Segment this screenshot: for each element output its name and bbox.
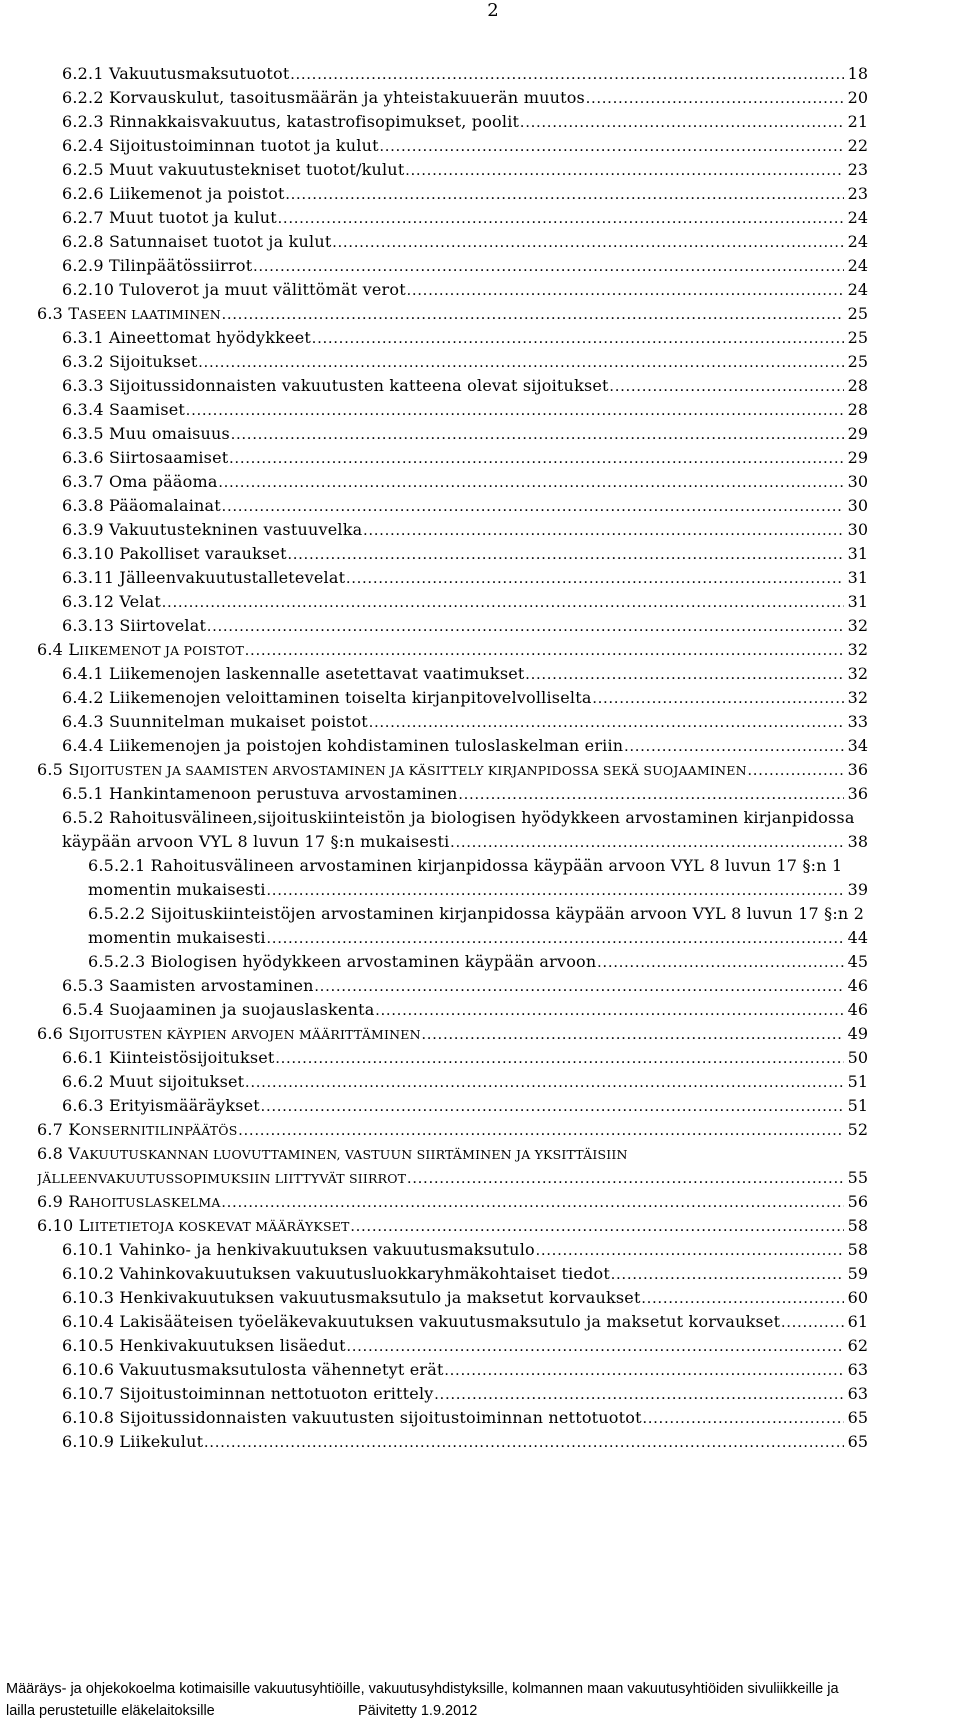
- toc-page-number: 23: [844, 158, 868, 182]
- toc-number: 6.9: [37, 1192, 69, 1211]
- toc-title: 6.10.9 Liikekulut: [62, 1432, 204, 1451]
- toc-entry-first-line: 6.5.2.2 Sijoituskiinteistöjen arvostaminen kirjanpidossa käypään arvoon VYL 8 luvun 17 §:n 2: [88, 904, 865, 923]
- toc-smallcaps: IJOITUSTEN JA SAAMISTEN ARVOSTAMINEN JA KÄSITTELY KIRJANPIDOSSA SEKÄ SUOJAAMINEN: [79, 763, 747, 778]
- toc-entry[interactable]: [88, 878, 868, 902]
- toc-number: 6.7: [37, 1120, 69, 1139]
- toc-title: 6.6.1 Kiinteistösijoitukset: [62, 1048, 275, 1067]
- toc-title: 6.2.8 Satunnaiset tuotot ja kulut: [62, 232, 332, 251]
- toc-entry[interactable]: [62, 1046, 868, 1070]
- dot-leader: [261, 1095, 868, 1119]
- toc-number: 6.4: [37, 640, 69, 659]
- toc-smallcaps: IITETIETOJA KOSKEVAT MÄÄRÄYKSET: [89, 1219, 350, 1234]
- toc-title: 6.6.2 Muut sijoitukset: [62, 1072, 245, 1091]
- toc-entry[interactable]: [62, 734, 868, 758]
- toc-smallcaps: AKUUTUSKANNAN LUOVUTTAMINEN, VASTUUN SIIRTÄMINEN JA YKSITTÄISIIN: [80, 1147, 628, 1162]
- dot-leader: [347, 1335, 868, 1359]
- toc-page-number: 58: [844, 1214, 868, 1238]
- dot-leader: [346, 567, 868, 591]
- dot-leader: [219, 471, 868, 495]
- toc-title: 6.2.9 Tilinpäätössiirrot: [62, 256, 253, 275]
- toc-title: momentin mukaisesti: [88, 928, 266, 947]
- toc-entry[interactable]: [62, 1358, 868, 1382]
- toc-page-number: 32: [844, 686, 868, 710]
- dot-leader: [253, 255, 868, 279]
- toc-entry[interactable]: [37, 1118, 868, 1142]
- toc-title: 6.10.2 Vahinkovakuutuksen vakuutusluokkaryhmäkohtaiset tiedot: [62, 1264, 610, 1283]
- dot-leader: [199, 351, 868, 375]
- toc-page-number: 63: [844, 1358, 868, 1382]
- dot-leader: [375, 999, 868, 1023]
- dot-leader: [186, 399, 868, 423]
- toc-page-number: 56: [844, 1190, 868, 1214]
- toc-title: 6.6.3 Erityismääräykset: [62, 1096, 260, 1115]
- dot-leader: [222, 1191, 868, 1215]
- toc-title: 6.3.3 Sijoitussidonnaisten vakuutusten katteena olevat sijoitukset: [62, 376, 609, 395]
- toc-page-number: 21: [844, 110, 868, 134]
- toc-title: 6.2.4 Sijoitustoiminnan tuotot ja kulut: [62, 136, 379, 155]
- toc-entry[interactable]: [62, 782, 868, 806]
- toc-entry[interactable]: [62, 1238, 868, 1262]
- toc-title: 6.2.5 Muut vakuutustekniset tuotot/kulut: [62, 160, 405, 179]
- toc-entry[interactable]: [62, 710, 868, 734]
- toc-initial: S: [68, 1024, 80, 1043]
- dot-leader: [351, 1215, 868, 1239]
- toc-title: 6.4.3 Suunnitelman mukaiset poistot: [62, 712, 368, 731]
- toc-entry[interactable]: [62, 206, 868, 230]
- toc-entry[interactable]: [62, 470, 868, 494]
- toc-page-number: 63: [844, 1382, 868, 1406]
- dot-leader: [624, 735, 868, 759]
- toc-title: 6.2.10 Tuloverot ja muut välittömät verot: [62, 280, 406, 299]
- dot-leader: [407, 279, 868, 303]
- dot-leader: [526, 663, 868, 687]
- dot-leader: [610, 375, 868, 399]
- toc-number: 6.5: [37, 760, 69, 779]
- toc-initial: T: [68, 304, 80, 323]
- toc-page-number: 44: [844, 926, 868, 950]
- toc-title: 6.3.2 Sijoitukset: [62, 352, 198, 371]
- toc-initial: S: [68, 760, 80, 779]
- footer-updated: Päivitetty 1.9.2012: [358, 1703, 478, 1719]
- toc-page-number: 24: [844, 278, 868, 302]
- toc-title: 6.5.2.3 Biologisen hyödykkeen arvostaminen käypään arvoon: [88, 952, 597, 971]
- page-number: 2: [487, 0, 499, 21]
- dot-leader: [611, 1263, 868, 1287]
- dot-leader: [642, 1287, 868, 1311]
- toc-title: 6.2.7 Muut tuotot ja kulut: [62, 208, 277, 227]
- dot-leader: [363, 519, 868, 543]
- toc-entry[interactable]: [62, 1382, 868, 1406]
- dot-leader: [222, 303, 868, 327]
- toc-title: 6.3.5 Muu omaisuus: [62, 424, 230, 443]
- toc-entry[interactable]: [62, 278, 868, 302]
- dot-leader: [536, 1239, 868, 1263]
- toc-entry-first-line: 6.5.2.1 Rahoitusvälineen arvostaminen kirjanpidossa käypään arvoon VYL 8 luvun 17 §:n 1: [88, 856, 843, 875]
- toc-title: 6.3.7 Oma pääoma: [62, 472, 218, 491]
- toc-page-number: 45: [844, 950, 868, 974]
- toc-entry[interactable]: [62, 1406, 868, 1430]
- dot-leader: [450, 831, 868, 855]
- toc-entry[interactable]: [62, 1094, 868, 1118]
- toc-entry[interactable]: [37, 1166, 868, 1190]
- footer-line-2: lailla perustetuille eläkelaitoksille: [6, 1703, 215, 1719]
- toc-title: 6.10.4 Lakisääteisen työeläkevakuutuksen vakuutusmaksutulo ja maksetut korvaukset: [62, 1312, 781, 1331]
- toc-title: 6.4.1 Liikemenojen laskennalle asetettavat vaatimukset: [62, 664, 525, 683]
- toc-title: 6.3.10 Pakolliset varaukset: [62, 544, 287, 563]
- dot-leader: [204, 1431, 868, 1455]
- toc-entry[interactable]: [62, 590, 868, 614]
- dot-leader: [312, 327, 868, 351]
- toc-title: 6.5.1 Hankintamenoon perustuva arvostaminen: [62, 784, 458, 803]
- toc-page-number: 22: [844, 134, 868, 158]
- toc-page-number: 28: [844, 398, 868, 422]
- toc-page-number: 25: [844, 350, 868, 374]
- toc-page-number: 24: [844, 254, 868, 278]
- toc-entry[interactable]: [62, 1262, 868, 1286]
- toc-entry[interactable]: [37, 302, 868, 326]
- dot-leader: [207, 615, 868, 639]
- dot-leader: [643, 1407, 868, 1431]
- toc-page-number: 30: [844, 518, 868, 542]
- toc-heading-first-line: [37, 1142, 628, 1167]
- dot-leader: [597, 951, 868, 975]
- toc-entry[interactable]: [37, 638, 868, 662]
- toc-title: 6.2.1 Vakuutusmaksutuotot: [62, 64, 290, 83]
- dot-leader: [267, 879, 868, 903]
- toc-entry[interactable]: [62, 1334, 868, 1358]
- dot-leader: [245, 639, 868, 663]
- toc-page-number: 62: [844, 1334, 868, 1358]
- toc-entry[interactable]: [62, 374, 868, 398]
- dot-leader: [369, 711, 868, 735]
- toc-smallcaps: ONSERNITILINPÄÄTÖS: [80, 1123, 238, 1138]
- toc-title: 6.3.13 Siirtovelat: [62, 616, 207, 635]
- dot-leader: [459, 783, 868, 807]
- dot-leader: [407, 1167, 868, 1191]
- page-footer: [6, 1678, 956, 1722]
- dot-leader: [380, 135, 868, 159]
- toc-entry[interactable]: [62, 518, 868, 542]
- toc-page-number: 29: [844, 446, 868, 470]
- toc-entry[interactable]: [37, 758, 868, 782]
- toc-number: 6.6: [37, 1024, 69, 1043]
- toc-initial: V: [68, 1144, 81, 1163]
- dot-leader: [422, 1023, 868, 1047]
- toc-page-number: 58: [844, 1238, 868, 1262]
- toc-entry[interactable]: [62, 542, 868, 566]
- toc-title: 6.10.3 Henkivakuutuksen vakuutusmaksutulo ja maksetut korvaukset: [62, 1288, 641, 1307]
- dot-leader: [239, 1119, 869, 1143]
- toc-title: 6.3.11 Jälleenvakuutustalletevelat: [62, 568, 346, 587]
- toc-title: 6.10.5 Henkivakuutuksen lisäedut: [62, 1336, 346, 1355]
- toc-title: 6.3.8 Pääomalainat: [62, 496, 221, 515]
- toc-page-number: 23: [844, 182, 868, 206]
- toc-page-number: 32: [844, 662, 868, 686]
- toc-entry[interactable]: [62, 398, 868, 422]
- toc-entry[interactable]: [62, 446, 868, 470]
- dot-leader: [288, 543, 868, 567]
- toc-smallcaps: IIKEMENOT JA POISTOT: [79, 643, 245, 658]
- dot-leader: [278, 207, 868, 231]
- toc-number: 6.8: [37, 1144, 69, 1163]
- dot-leader: [445, 1359, 868, 1383]
- dot-leader: [332, 231, 868, 255]
- toc-title: 6.3.4 Saamiset: [62, 400, 186, 419]
- toc-title: 6.10.6 Vakuutusmaksutulosta vähennetyt erät: [62, 1360, 444, 1379]
- toc-entry[interactable]: [62, 1430, 868, 1454]
- toc-title: 6.2.2 Korvauskulut, tasoitusmäärän ja yhteistakuuerän muutos: [62, 88, 585, 107]
- toc-page-number: 50: [844, 1046, 868, 1070]
- toc-page-number: 36: [844, 782, 868, 806]
- toc-title: käypään arvoon VYL 8 luvun 17 §:n mukaisesti: [62, 832, 450, 851]
- toc-page-number: 25: [844, 302, 868, 326]
- dot-leader: [267, 927, 868, 951]
- toc-title: 6.2.6 Liikemenot ja poistot: [62, 184, 285, 203]
- toc-page-number: 28: [844, 374, 868, 398]
- toc-entry[interactable]: [62, 62, 868, 86]
- toc-title: 6.5.3 Saamisten arvostaminen: [62, 976, 314, 995]
- toc-title: 6.4.4 Liikemenojen ja poistojen kohdistaminen tuloslaskelman eriin: [62, 736, 624, 755]
- toc-entry[interactable]: [88, 950, 868, 974]
- toc-entry[interactable]: [62, 326, 868, 350]
- dot-leader: [405, 159, 868, 183]
- toc-page-number: 20: [844, 86, 868, 110]
- toc-page-number: 31: [844, 542, 868, 566]
- toc-page-number: 39: [844, 878, 868, 902]
- toc-initial: L: [78, 1216, 90, 1235]
- dot-leader: [245, 1071, 868, 1095]
- toc-title: JÄLLEENVAKUUTUSSOPIMUKSIIN LIITTYVÄT SIIRROT: [37, 1171, 407, 1186]
- toc-entry[interactable]: [62, 1310, 868, 1334]
- toc-entry[interactable]: [62, 494, 868, 518]
- dot-leader: [290, 63, 868, 87]
- toc-entry[interactable]: [62, 662, 868, 686]
- footer-line-1: Määräys- ja ohjekokoelma kotimaisille vakuutusyhtiöille, vakuutusyhdistyksille, kolmannen maan vakuutusyhtiöiden sivuliikkeille ja: [6, 1681, 839, 1697]
- toc-page-number: 38: [844, 830, 868, 854]
- toc-page-number: 31: [844, 590, 868, 614]
- toc-title: 6.10.1 Vahinko- ja henkivakuutuksen vakuutusmaksutulo: [62, 1240, 535, 1259]
- toc-title: 6.3.9 Vakuutustekninen vastuuvelka: [62, 520, 363, 539]
- toc-entry[interactable]: [62, 614, 868, 638]
- toc-page-number: 61: [844, 1310, 868, 1334]
- toc-page-number: 65: [844, 1406, 868, 1430]
- toc-entry[interactable]: [37, 1214, 868, 1238]
- dot-leader: [162, 591, 868, 615]
- toc-page-number: 33: [844, 710, 868, 734]
- toc-entry[interactable]: [62, 110, 868, 134]
- toc-entry[interactable]: [88, 926, 868, 950]
- toc-smallcaps: AHOITUSLASKELMA: [80, 1195, 221, 1210]
- toc-page-number: 34: [844, 734, 868, 758]
- dot-leader: [286, 183, 868, 207]
- toc-number: 6.10: [37, 1216, 79, 1235]
- toc-initial: R: [68, 1192, 81, 1211]
- toc-page-number: 51: [844, 1094, 868, 1118]
- dot-leader: [231, 423, 868, 447]
- toc-page-number: 51: [844, 1070, 868, 1094]
- toc-page-number: 18: [844, 62, 868, 86]
- toc-entry[interactable]: [62, 230, 868, 254]
- dot-leader: [593, 687, 868, 711]
- toc-title: 6.3.6 Siirtosaamiset: [62, 448, 229, 467]
- toc-title: 6.2.3 Rinnakkaisvakuutus, katastrofisopimukset, poolit: [62, 112, 520, 131]
- toc-page-number: 25: [844, 326, 868, 350]
- toc-page-number: 36: [844, 758, 868, 782]
- dot-leader: [276, 1047, 868, 1071]
- toc-entry[interactable]: [62, 86, 868, 110]
- toc-page-number: 24: [844, 230, 868, 254]
- toc-entry[interactable]: [62, 830, 868, 854]
- toc-title: 6.3.1 Aineettomat hyödykkeet: [62, 328, 312, 347]
- toc-entry[interactable]: [62, 350, 868, 374]
- toc-page-number: 65: [844, 1430, 868, 1454]
- dot-leader: [586, 87, 868, 111]
- toc-page-number: 29: [844, 422, 868, 446]
- toc-title: 6.3.12 Velat: [62, 592, 162, 611]
- toc-page-number: 52: [844, 1118, 868, 1142]
- toc-page-number: 46: [844, 974, 868, 998]
- toc-page-number: 49: [844, 1022, 868, 1046]
- toc-smallcaps: IJOITUSTEN KÄYPIEN ARVOJEN MÄÄRITTÄMINEN: [79, 1027, 421, 1042]
- dot-leader: [520, 111, 868, 135]
- toc-entry[interactable]: [37, 1022, 868, 1046]
- toc-smallcaps: ASEEN LAATIMINEN: [79, 307, 221, 322]
- toc-page-number: 32: [844, 638, 868, 662]
- toc-page-number: 46: [844, 998, 868, 1022]
- toc-page-number: 55: [844, 1166, 868, 1190]
- dot-leader: [435, 1383, 868, 1407]
- toc-number: 6.3: [37, 304, 69, 323]
- toc-entry[interactable]: [62, 686, 868, 710]
- toc-title: 6.4.2 Liikemenojen veloittaminen toiselta kirjanpitovelvolliselta: [62, 688, 592, 707]
- toc-entry[interactable]: [62, 422, 868, 446]
- toc-entry[interactable]: [62, 134, 868, 158]
- toc-entry[interactable]: [62, 254, 868, 278]
- toc-entry[interactable]: [62, 998, 868, 1022]
- toc-initial: K: [68, 1120, 81, 1139]
- toc-entry[interactable]: [62, 158, 868, 182]
- toc-title: 6.5.4 Suojaaminen ja suojauslaskenta: [62, 1000, 375, 1019]
- toc-page-number: 30: [844, 470, 868, 494]
- toc-page-number: 32: [844, 614, 868, 638]
- toc-title: 6.10.7 Sijoitustoiminnan nettotuoton erittely: [62, 1384, 434, 1403]
- toc-page-number: 31: [844, 566, 868, 590]
- toc-entry-first-line: 6.5.2 Rahoitusvälineen,sijoituskiinteistön ja biologisen hyödykkeen arvostaminen kirjanpidossa: [62, 808, 855, 827]
- toc-initial: L: [68, 640, 80, 659]
- toc-title: momentin mukaisesti: [88, 880, 266, 899]
- dot-leader: [229, 447, 868, 471]
- toc-page-number: 24: [844, 206, 868, 230]
- toc-entry[interactable]: [62, 1070, 868, 1094]
- toc-page-number: 59: [844, 1262, 868, 1286]
- toc-title: 6.10.8 Sijoitussidonnaisten vakuutusten sijoitustoiminnan nettotuotot: [62, 1408, 642, 1427]
- toc-entry[interactable]: [62, 1286, 868, 1310]
- toc-page-number: 60: [844, 1286, 868, 1310]
- toc-page-number: 30: [844, 494, 868, 518]
- toc-entry[interactable]: [37, 1190, 868, 1214]
- toc-entry[interactable]: [62, 566, 868, 590]
- dot-leader: [222, 495, 868, 519]
- toc-entry[interactable]: [62, 182, 868, 206]
- dot-leader: [315, 975, 868, 999]
- toc-entry[interactable]: [62, 974, 868, 998]
